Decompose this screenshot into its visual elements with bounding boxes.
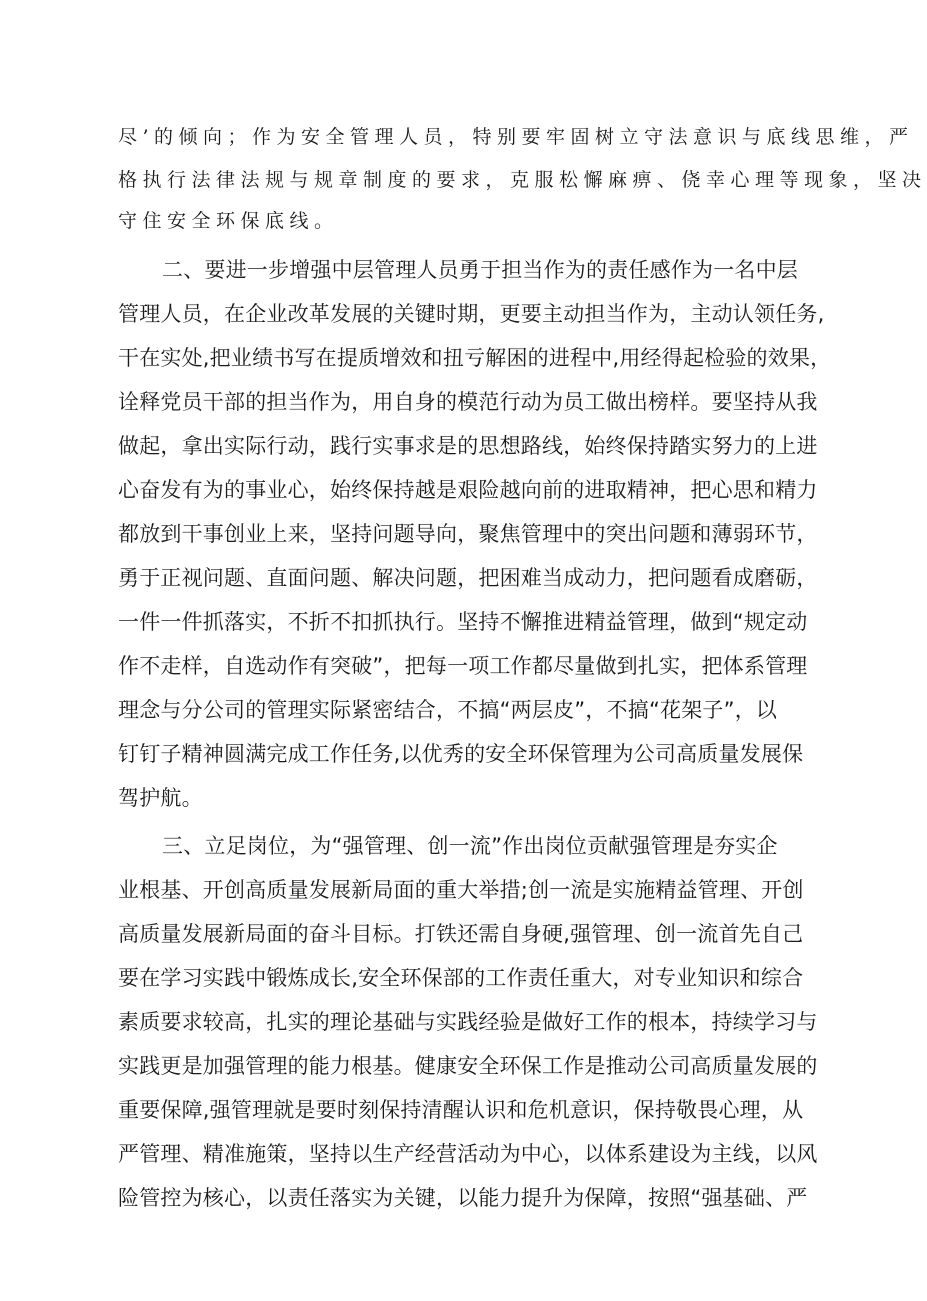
paragraph-3-line-9: 险管控为核心，以责任落实为关键，以能力提升为保障，按照“强基础、严	[118, 1186, 808, 1210]
paragraph-2-line-3: 干在实处,把业绩书写在提质增效和扭亏解困的进程中,用经得起检验的效果，	[118, 346, 832, 370]
paragraph-3-line-6: 实践更是加强管理的能力根基。健康安全环保工作是推动公司高质量发展的	[118, 1054, 818, 1078]
paragraph-2-line-8: 勇于正视问题、直面问题、解决问题，把困难当成动力，把问题看成磨砺，	[118, 566, 818, 590]
paragraph-2-line-13: 驾护航。	[118, 786, 203, 810]
paragraph-1-line-3: 守住安全环保底线。	[118, 210, 339, 232]
paragraph-2-line-6: 心奋发有为的事业心，始终保持越是艰险越向前的进取精神，把心思和精力	[118, 478, 818, 502]
paragraph-3-line-3: 高质量发展新局面的奋斗目标。打铁还需自身硬,强管理、创一流首先自己	[118, 922, 804, 946]
paragraph-3-line-5: 素质要求较高，扎实的理论基础与实践经验是做好工作的根本，持续学习与	[118, 1010, 818, 1034]
paragraph-3-line-7: 重要保障,强管理就是要时刻保持清醒认识和危机意识，保持敬畏心理，从	[118, 1098, 804, 1122]
paragraph-2-line-11: 理念与分公司的管理实际紧密结合，不搞“两层皮”，不搞“花架子”，以	[118, 698, 778, 722]
paragraph-2-line-2: 管理人员，在企业改革发展的关键时期，更要主动担当作为，主动认领任务,	[118, 302, 825, 326]
paragraph-3-line-1: 三、立足岗位，为“强管理、创一流”作出岗位贡献强管理是夯实企	[162, 834, 778, 858]
paragraph-1-line-2: 格执行法律法规与规章制度的要求，克服松懈麻痹、侥幸心理等现象，坚决	[118, 169, 927, 191]
paragraph-3-line-8: 严管理、精准施策，坚持以生产经营活动为中心，以体系建设为主线，以风	[118, 1142, 818, 1166]
paragraph-2-line-1: 二、要进一步增强中层管理人员勇于担当作为的责任感作为一名中层	[162, 258, 798, 282]
paragraph-1-line-1: 尽’的倾向；作为安全管理人员，特别要牢固树立守法意识与底线思维，严	[118, 126, 914, 148]
paragraph-2-line-5: 做起，拿出实际行动，践行实事求是的思想路线，始终保持踏实努力的上进	[118, 434, 818, 458]
paragraph-2-line-9: 一件一件抓落实，不折不扣抓执行。坚持不懈推进精益管理，做到“规定动	[118, 610, 808, 634]
paragraph-2-line-10: 作不走样，自选动作有突破”，把每一项工作都尽量做到扎实，把体系管理	[118, 654, 808, 678]
paragraph-3-line-4: 要在学习实践中锻炼成长,安全环保部的工作责任重大，对专业知识和综合	[118, 966, 804, 990]
paragraph-3-line-2: 业根基、开创高质量发展新局面的重大举措;创一流是实施精益管理、开创	[118, 878, 804, 902]
paragraph-2-line-7: 都放到干事创业上来，坚持问题导向，聚焦管理中的突出问题和薄弱环节，	[118, 522, 818, 546]
paragraph-2-line-12: 钉钉子精神圆满完成工作任务,以优秀的安全环保管理为公司高质量发展保	[118, 742, 804, 766]
paragraph-2-line-4: 诠释党员干部的担当作为，用自身的模范行动为员工做出榜样。要坚持从我	[118, 390, 818, 414]
